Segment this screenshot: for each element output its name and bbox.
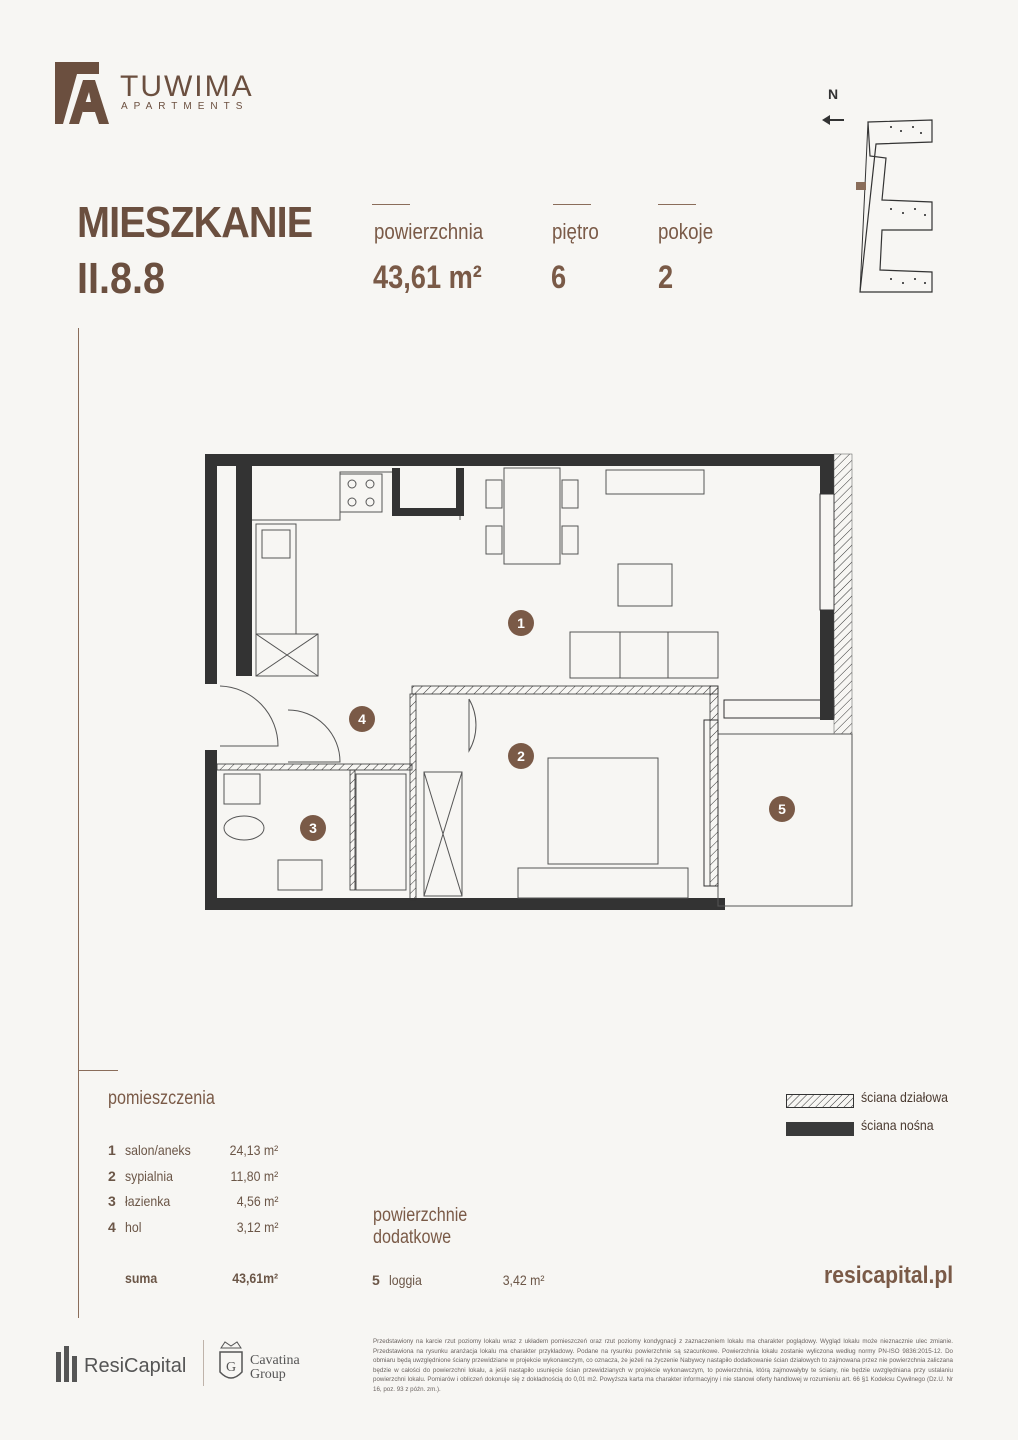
room-row: 2 sypialnia 11,80 m² xyxy=(108,1168,278,1184)
rooms-count-value: 2 xyxy=(658,259,674,295)
website-link[interactable]: resicapital.pl xyxy=(824,1262,954,1289)
resicapital-logo: ResiCapital xyxy=(56,1346,196,1384)
sum-value: 43,61m² xyxy=(232,1270,278,1286)
apartment-type-label: MIESZKANIE xyxy=(77,198,313,247)
plan-label-bedroom: 2 xyxy=(508,743,534,769)
resicapital-logo-icon xyxy=(56,1346,80,1382)
key-plan-icon xyxy=(820,112,940,302)
floor-plan xyxy=(200,450,860,920)
room-row: 3 łazienka 4,56 m² xyxy=(108,1193,278,1209)
area-label: powierzchnia xyxy=(374,219,484,244)
legend-bearing-label: ściana nośna xyxy=(861,1117,934,1133)
brand-name: TUWIMA xyxy=(120,70,254,103)
svg-text:G: G xyxy=(225,1360,237,1375)
rooms-count-label: pokoje xyxy=(658,219,714,244)
floor-label: piętro xyxy=(552,219,599,244)
bearing-wall-swatch xyxy=(786,1122,854,1136)
room-row: 4 hol 3,12 m² xyxy=(108,1219,278,1235)
sum-label: suma xyxy=(125,1270,158,1286)
legend-partition-label: ściana działowa xyxy=(861,1089,948,1105)
cavatina-crest-icon xyxy=(218,1340,244,1386)
legal-disclaimer: Przedstawiony na karcie rzut poziomy lokalu wraz z układem pomieszczeń oraz rzut poziomy kondygnacji z zaznaczeniem lokalu ma charakter poglądowy. Wygląd lokalu może nieznacznie ulec zmianie. Przedstawiona na rysunku aranżacja lokalu ma charakter przykładowy. Podane na rysunku powierzchnie są szacunkowe. Powierzchnia lokalu zostanie wyliczona według normy PN-ISO 9836:2015-12. Do obmiaru będą uwzględnione ściany przewidziane w projekcie wykonawczym, co oznacza, że jeżeli na życzenie Nabywcy nastąpiło dodatkowanie ścian działowych to zajmowana przez nie powierzchnia zaliczana będzie w całości do powierzchni lokalu, a jeśli nastąpiło usunięcie ścian przewidzianych w projekcie wykonawczym, to powierzchnia, którą zajmowałyby te ściany, nie będzie uwzględniana przy ustalaniu powierzchni lokalu. Pomiarów i obliczeń dokonuje się z dokładnością do 0,01 m2. Powyższa karta ma charakter informacyjny i nie stanowi oferty handlowej w rozumieniu art. 66 §1 Kodeksu Cywilnego (Dz.U. Nr 16, poz. 93 z późn. zm.). xyxy=(373,1338,953,1393)
cavatina-logo: G Cavatina Group xyxy=(218,1340,328,1388)
apartment-id: II.8.8 xyxy=(77,254,166,303)
tuwima-logo-icon xyxy=(55,62,111,124)
floor-value: 6 xyxy=(551,259,567,295)
brand-subtitle: APARTMENTS xyxy=(121,101,249,112)
extra-title: powierzchnie dodatkowe xyxy=(373,1205,468,1248)
room-row: 1 salon/aneks 24,13 m² xyxy=(108,1142,278,1158)
area-value: 43,61 m² xyxy=(373,259,482,295)
plan-label-bathroom: 3 xyxy=(300,815,326,841)
extra-row: 5 loggia 3,42 m² xyxy=(372,1272,544,1288)
partition-wall-swatch xyxy=(786,1094,854,1108)
plan-label-loggia: 5 xyxy=(769,796,795,822)
plan-label-hall: 4 xyxy=(349,706,375,732)
rooms-title: pomieszczenia xyxy=(108,1088,215,1109)
plan-label-salon: 1 xyxy=(508,610,534,636)
compass-north: N xyxy=(828,86,839,102)
rooms-sum-row xyxy=(108,1270,288,1292)
